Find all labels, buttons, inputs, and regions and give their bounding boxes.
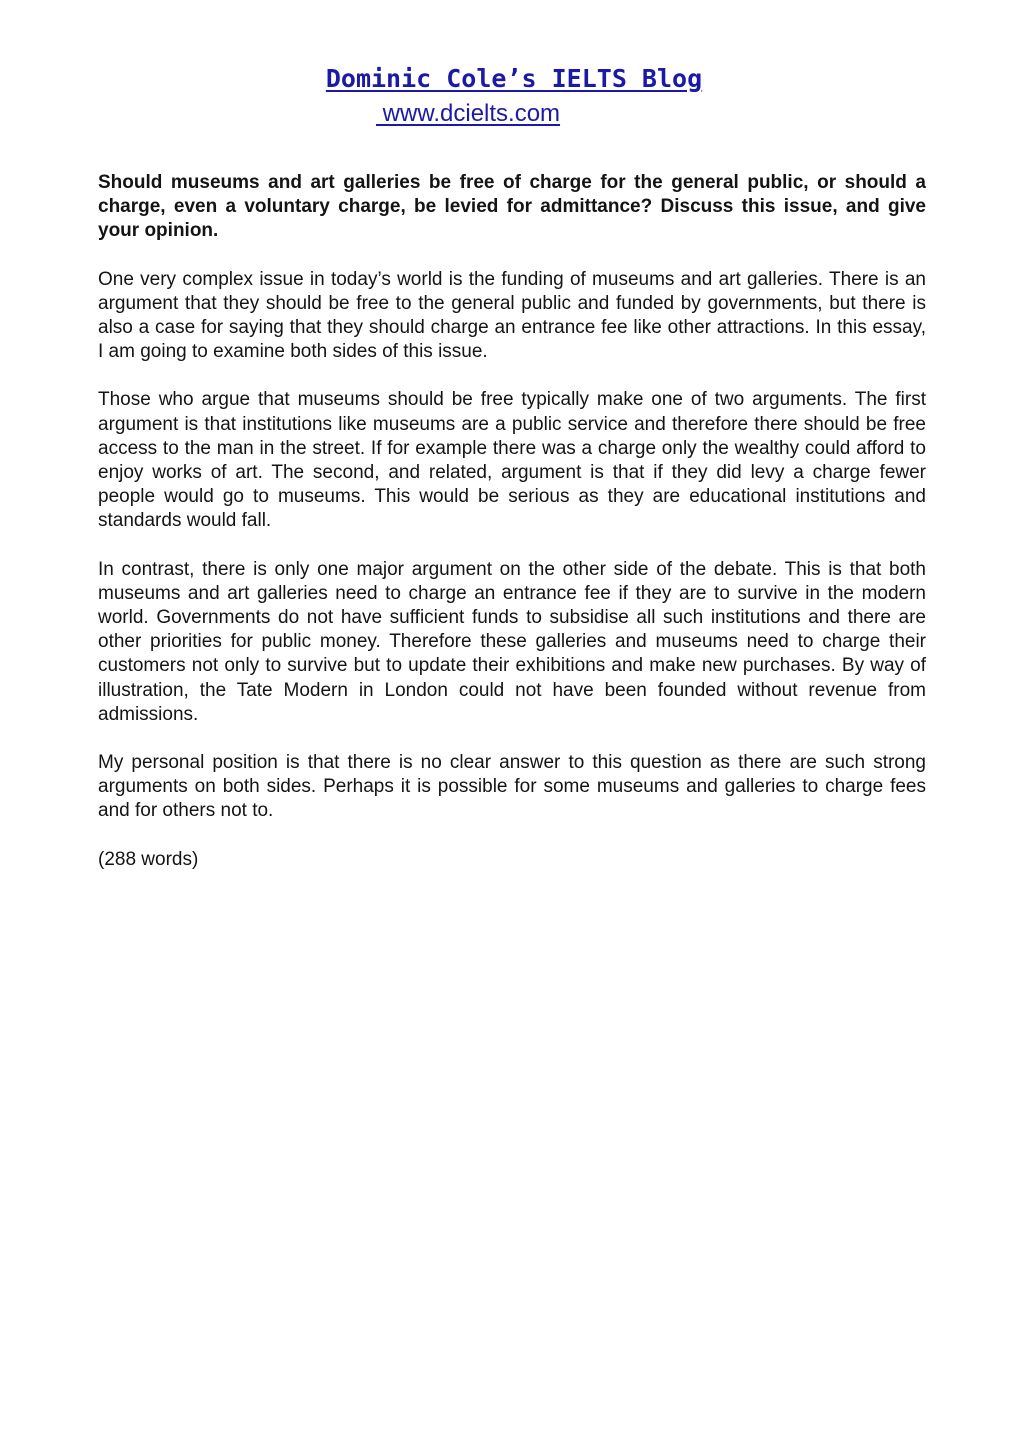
blog-title-link[interactable]: Dominic Cole’s IELTS Blog: [325, 64, 703, 93]
essay-question: Should museums and art galleries be free of charge for the general public, or should a charge, even a voluntary charge, be levied for admittance? Discuss this issue, and give your opinion.: [98, 172, 926, 242]
blog-header: [0, 64, 1024, 93]
word-count: (288 words): [98, 848, 199, 870]
essay-paragraph-charge-argument: In contrast, there is only one major argument on the other side of the debate. This is that both museums and art galleries need to charge an entrance fee if they are to survive in the modern world. Governments do not have sufficient funds to subsidise all such institutions and there are other priorities for public money. Therefore these galleries and museums need to charge their customers not only to survive but to update their exhibitions and make new purchases. By way of illustration, the Tate Modern in London could not have been founded without revenue from admissions.: [98, 558, 926, 725]
essay-paragraph-conclusion: My personal position is that there is no clear answer to this question as there are such strong arguments on both sides. Perhaps it is possible for some museums and galleries to charge fees and for others not to.: [98, 752, 926, 822]
essay-body: [98, 171, 926, 896]
blog-url-link[interactable]: www.dcielts.com: [376, 100, 561, 127]
essay-paragraph-intro: One very complex issue in today’s world is the funding of museums and art galleries. There is an argument that they should be free to the general public and funded by governments, but there is also a case for saying that they should charge an entrance fee like other attractions. In this essay, I am going to examine both sides of this issue.: [98, 268, 926, 363]
essay-paragraph-free-argument: Those who argue that museums should be free typically make one of two arguments. The first argument is that institutions like museums are a public service and therefore there should be free access to the man in the street. If for example there was a charge only the wealthy could afford to enjoy works of art. The second, and related, argument is that if they did levy a charge fewer people would go to museums. This would be serious as they are educational institutions and standards would fall.: [98, 389, 926, 532]
